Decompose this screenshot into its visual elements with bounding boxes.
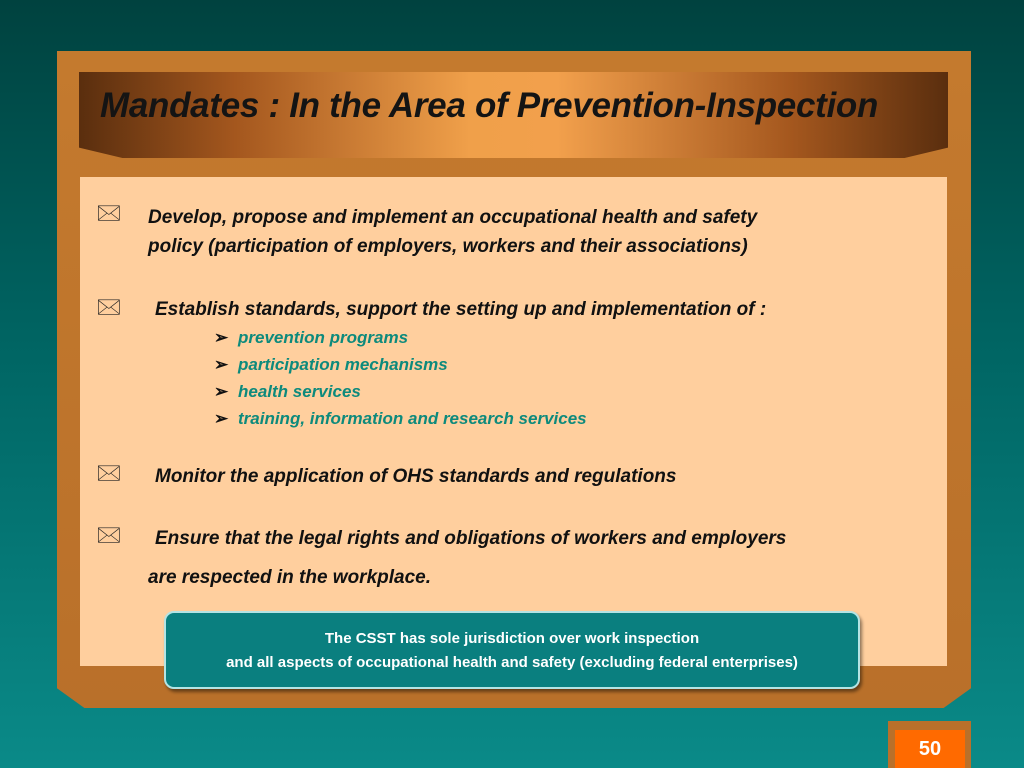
page-number: 50: [895, 730, 965, 768]
item-2-line-1: Establish standards, support the setting up and implementation of :: [155, 299, 767, 320]
arrow-bullet-icon: ➢: [214, 328, 229, 347]
item-4-line-1: Ensure that the legal rights and obligations of workers and employers: [155, 528, 787, 549]
envelope-icon: 🖂: [96, 522, 122, 547]
arrow-bullet-icon: ➢: [214, 382, 229, 401]
item-3-line-1: Monitor the application of OHS standards and regulations: [155, 466, 677, 487]
slide-title: Mandates : In the Area of Prevention-Inspection: [100, 86, 879, 125]
arrow-bullet-icon: ➢: [214, 355, 229, 374]
arrow-bullet-icon: ➢: [214, 409, 229, 428]
envelope-icon: 🖂: [96, 294, 122, 319]
note-line-2: and all aspects of occupational health and safety (excluding federal enterprises): [226, 654, 798, 671]
sub-item: ➢ participation mechanisms: [214, 355, 448, 374]
sub-item: ➢ prevention programs: [214, 328, 409, 347]
jurisdiction-note: [164, 611, 860, 689]
sub-item: ➢ health services: [214, 382, 361, 401]
envelope-icon: 🖂: [96, 460, 122, 485]
note-line-1: The CSST has sole jurisdiction over work inspection: [324, 630, 700, 647]
sub-item: ➢ training, information and research services: [214, 409, 587, 428]
item-4-line-2: are respected in the workplace.: [148, 567, 432, 588]
item-1-line-1: Develop, propose and implement an occupational health and safety: [148, 207, 758, 228]
item-1-line-2: policy (participation of employers, workers and their associations): [148, 236, 748, 257]
envelope-icon: 🖂: [96, 200, 122, 225]
